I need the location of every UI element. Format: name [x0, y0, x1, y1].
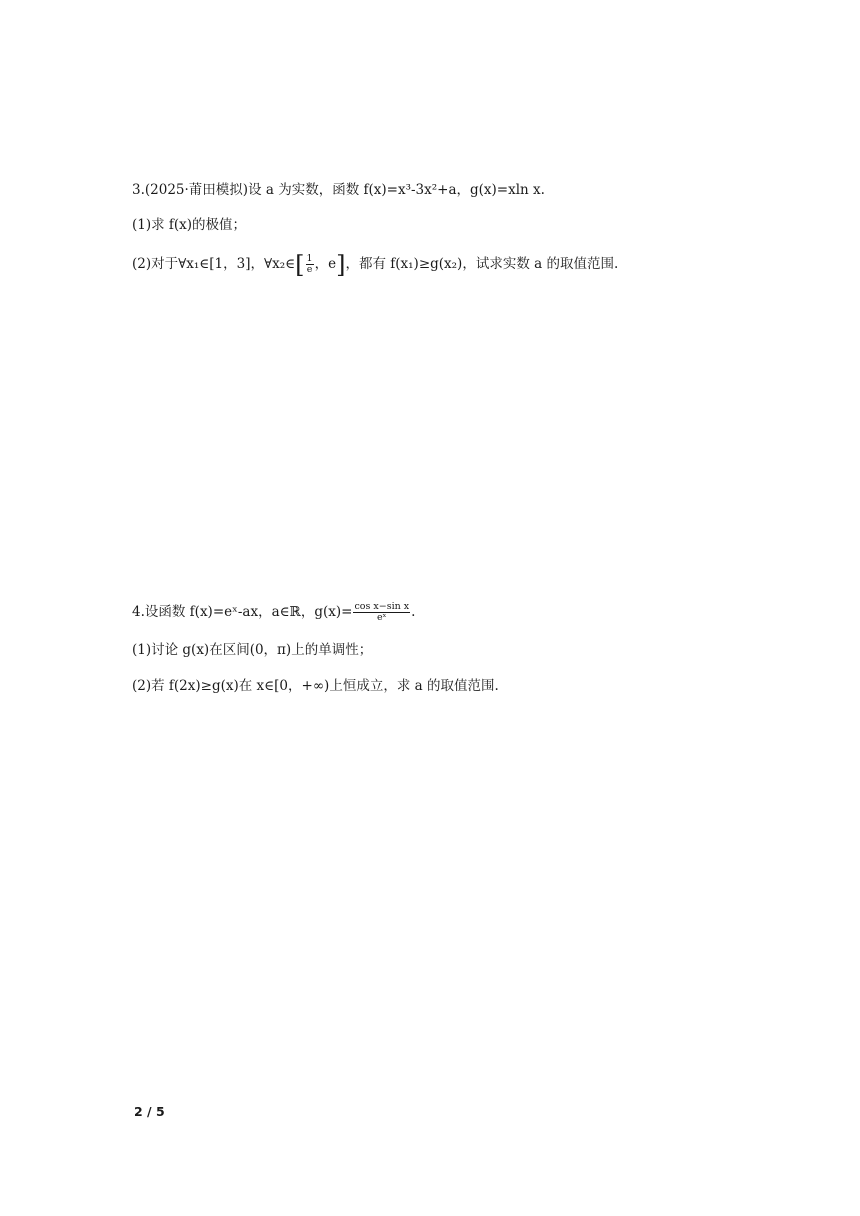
problem-4-question-1: (1)讨论 g(x)在区间(0，π)上的单调性； [132, 642, 373, 658]
problem-3-q2-prefix: (2)对于∀x₁∈[1，3]，∀x₂∈ [132, 256, 296, 272]
fraction-denominator: e [306, 264, 313, 275]
fraction-denominator: eˣ [376, 612, 387, 623]
problem-3-intro [132, 180, 545, 200]
problem-3-number: 3. [132, 182, 145, 198]
problem-3-q2-interval-end: ，e [314, 256, 337, 272]
fraction-numerator: 1 [306, 253, 313, 264]
left-bracket: [ [295, 250, 305, 279]
problem-3-statement: 设 a 为实数，函数 f(x)=x³-3x²+a，g(x)=xln x. [248, 182, 545, 198]
problem-3-source: (2025·莆田模拟) [144, 182, 249, 198]
fraction-one-over-e [306, 254, 314, 275]
page-number: 2 / 5 [134, 1104, 165, 1119]
fraction-g-of-x [353, 602, 410, 623]
problem-4-intro-suffix: . [411, 604, 416, 620]
problem-4-intro-prefix: 设函数 f(x)=eˣ-ax，a∈ℝ，g(x)= [144, 604, 353, 620]
problem-3-question-1: (1)求 f(x)的极值； [132, 217, 247, 233]
problem-3-question-2 [132, 252, 618, 277]
problem-4-question-2: (2)若 f(2x)≥g(x)在 x∈[0，+∞)上恒成立，求 a 的取值范围. [132, 678, 499, 694]
right-bracket: ] [336, 250, 346, 279]
problem-4-number: 4. [132, 604, 145, 620]
problem-4-intro [132, 600, 415, 624]
fraction-numerator: cos x−sin x [354, 601, 410, 612]
problem-3-q2-suffix: ，都有 f(x₁)≥g(x₂)，试求实数 a 的取值范围. [345, 256, 619, 272]
